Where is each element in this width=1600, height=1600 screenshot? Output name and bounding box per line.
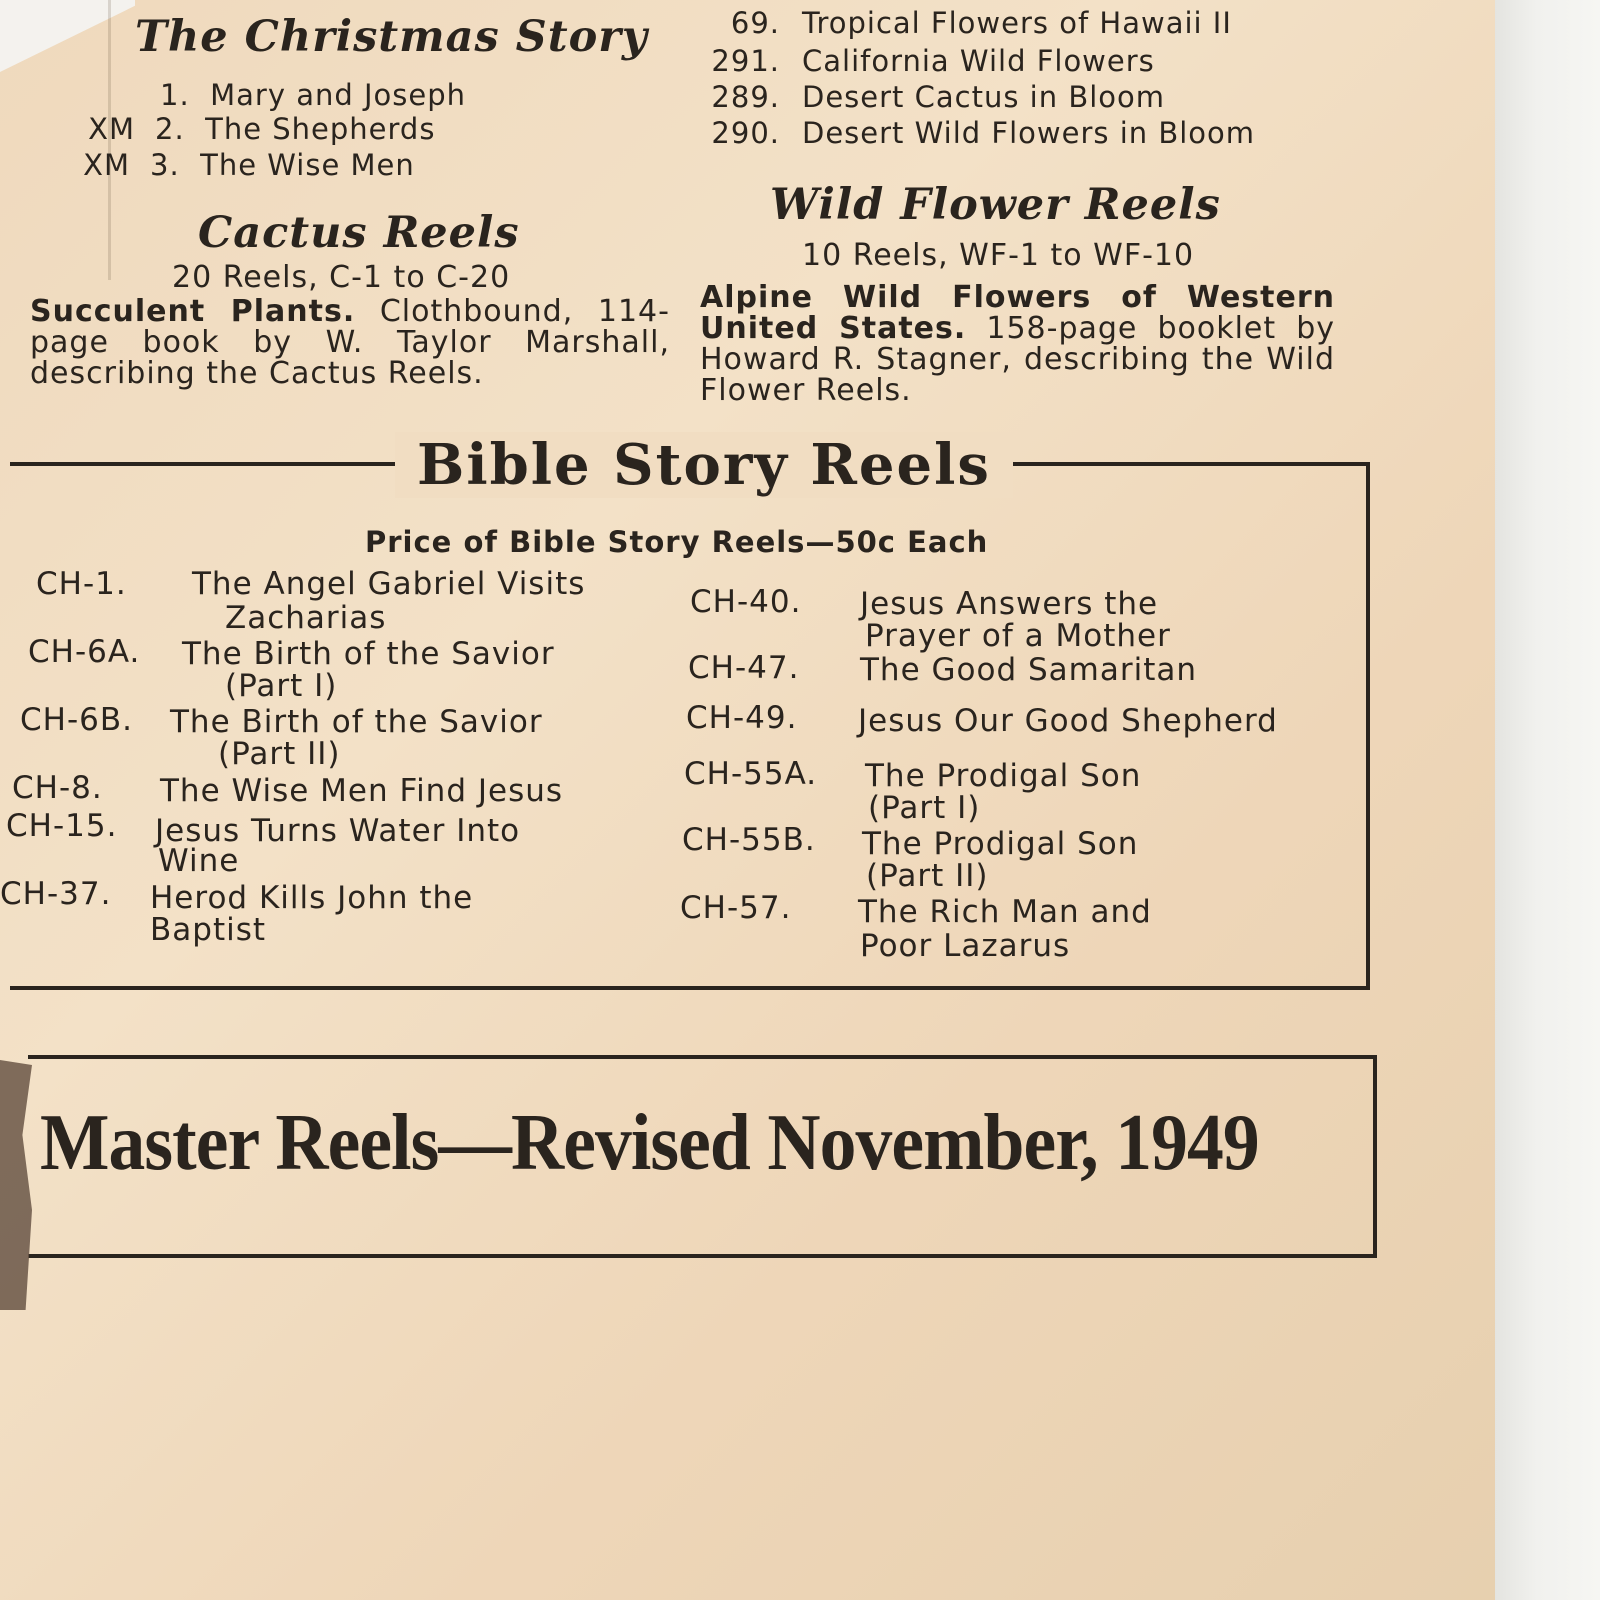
reel-title-line: The Birth of the Savior bbox=[170, 704, 543, 740]
reel-title-line: The Birth of the Savior bbox=[182, 636, 555, 672]
reel-title-line: Herod Kills John the bbox=[150, 880, 474, 916]
item-number: 2. bbox=[155, 112, 185, 146]
bible-story-title: Bible Story Reels bbox=[395, 432, 1013, 498]
item-label: The Wise Men bbox=[200, 148, 415, 182]
reel-code: CH-6A. bbox=[28, 634, 141, 670]
reel-title-line: The Good Samaritan bbox=[860, 652, 1198, 688]
item-label: Desert Cactus in Bloom bbox=[802, 80, 1166, 114]
reel-code: CH-49. bbox=[686, 700, 798, 736]
reel-code: CH-37. bbox=[0, 876, 112, 912]
wild-flower-reels-title: Wild Flower Reels bbox=[770, 180, 1221, 230]
list-item bbox=[60, 78, 466, 112]
reel-code: CH-55A. bbox=[684, 756, 818, 792]
wild-flower-book-description bbox=[700, 282, 1335, 406]
master-reels-title: Master Reels—Revised November, 1949 bbox=[40, 1099, 1259, 1187]
reel-title-line: The Prodigal Son bbox=[862, 826, 1139, 862]
reel-code: CH-57. bbox=[680, 890, 792, 926]
book-details: 158-page booklet by Howard R. Stagner, describing the Wild Flower Reels. bbox=[700, 311, 1335, 408]
reel-code: CH-55B. bbox=[682, 822, 816, 858]
reel-title-line: Wine bbox=[158, 843, 240, 879]
list-item bbox=[710, 44, 1155, 78]
item-label: California Wild Flowers bbox=[802, 44, 1155, 78]
reel-title-line: (Part II) bbox=[866, 858, 989, 894]
cactus-reels-title: Cactus Reels bbox=[198, 208, 520, 258]
item-prefix: XM bbox=[88, 112, 135, 146]
reel-title-line: Zacharias bbox=[225, 600, 387, 636]
list-item bbox=[710, 80, 1165, 114]
item-number: 1. bbox=[160, 78, 190, 112]
item-number: 69. bbox=[730, 6, 780, 40]
list-item bbox=[710, 6, 1232, 40]
item-number: 289. bbox=[711, 80, 780, 114]
reel-title-line: Poor Lazarus bbox=[860, 928, 1071, 964]
item-label: Mary and Joseph bbox=[210, 78, 467, 112]
bible-price-line: Price of Bible Story Reels—50c Each bbox=[365, 525, 989, 559]
item-label: The Shepherds bbox=[205, 112, 436, 146]
item-label: Tropical Flowers of Hawaii II bbox=[802, 6, 1232, 40]
reel-code: CH-15. bbox=[6, 808, 118, 844]
book-title: Succulent Plants. bbox=[30, 294, 356, 329]
item-number: 3. bbox=[150, 148, 180, 182]
item-number: 290. bbox=[711, 116, 780, 150]
torn-corner bbox=[0, 0, 135, 72]
cactus-reels-subtitle: 20 Reels, C-1 to C-20 bbox=[172, 260, 511, 295]
reel-title-line: The Angel Gabriel Visits bbox=[192, 566, 586, 602]
list-item bbox=[55, 112, 435, 146]
reel-title-line: The Rich Man and bbox=[858, 894, 1152, 930]
reel-code: CH-1. bbox=[36, 566, 127, 602]
reel-title-line: (Part II) bbox=[218, 736, 341, 772]
reel-title-line: The Prodigal Son bbox=[865, 758, 1142, 794]
item-number: 291. bbox=[711, 44, 780, 78]
item-prefix: XM bbox=[83, 148, 130, 182]
reel-title-line: (Part I) bbox=[868, 790, 981, 826]
reel-title-line: Prayer of a Mother bbox=[865, 618, 1171, 654]
reel-title-line: Jesus Our Good Shepherd bbox=[858, 703, 1278, 739]
book-details: Clothbound, 114-page book by W. Taylor Marshall, describing the Cactus Reels. bbox=[30, 294, 670, 391]
torn-notch bbox=[0, 1060, 32, 1310]
reel-code: CH-8. bbox=[12, 770, 103, 806]
reel-code: CH-6B. bbox=[20, 702, 133, 738]
list-item bbox=[50, 148, 415, 182]
reel-code: CH-40. bbox=[690, 584, 802, 620]
item-label: Desert Wild Flowers in Bloom bbox=[802, 116, 1256, 150]
reel-title-line: Jesus Turns Water Into bbox=[155, 813, 521, 849]
reel-title-line: Jesus Answers the bbox=[860, 586, 1159, 622]
book-title: Alpine Wild Flowers of Western United States. bbox=[700, 280, 1335, 346]
paper-edge bbox=[1495, 0, 1600, 1600]
reel-code: CH-47. bbox=[688, 650, 800, 686]
wild-flower-reels-subtitle: 10 Reels, WF-1 to WF-10 bbox=[802, 238, 1195, 273]
list-item bbox=[710, 116, 1255, 150]
reel-title-line: The Wise Men Find Jesus bbox=[160, 773, 564, 809]
reel-title-line: Baptist bbox=[150, 912, 267, 948]
cactus-book-description bbox=[30, 296, 670, 389]
reel-title-line: (Part I) bbox=[225, 668, 338, 704]
christmas-story-title: The Christmas Story bbox=[135, 12, 648, 62]
